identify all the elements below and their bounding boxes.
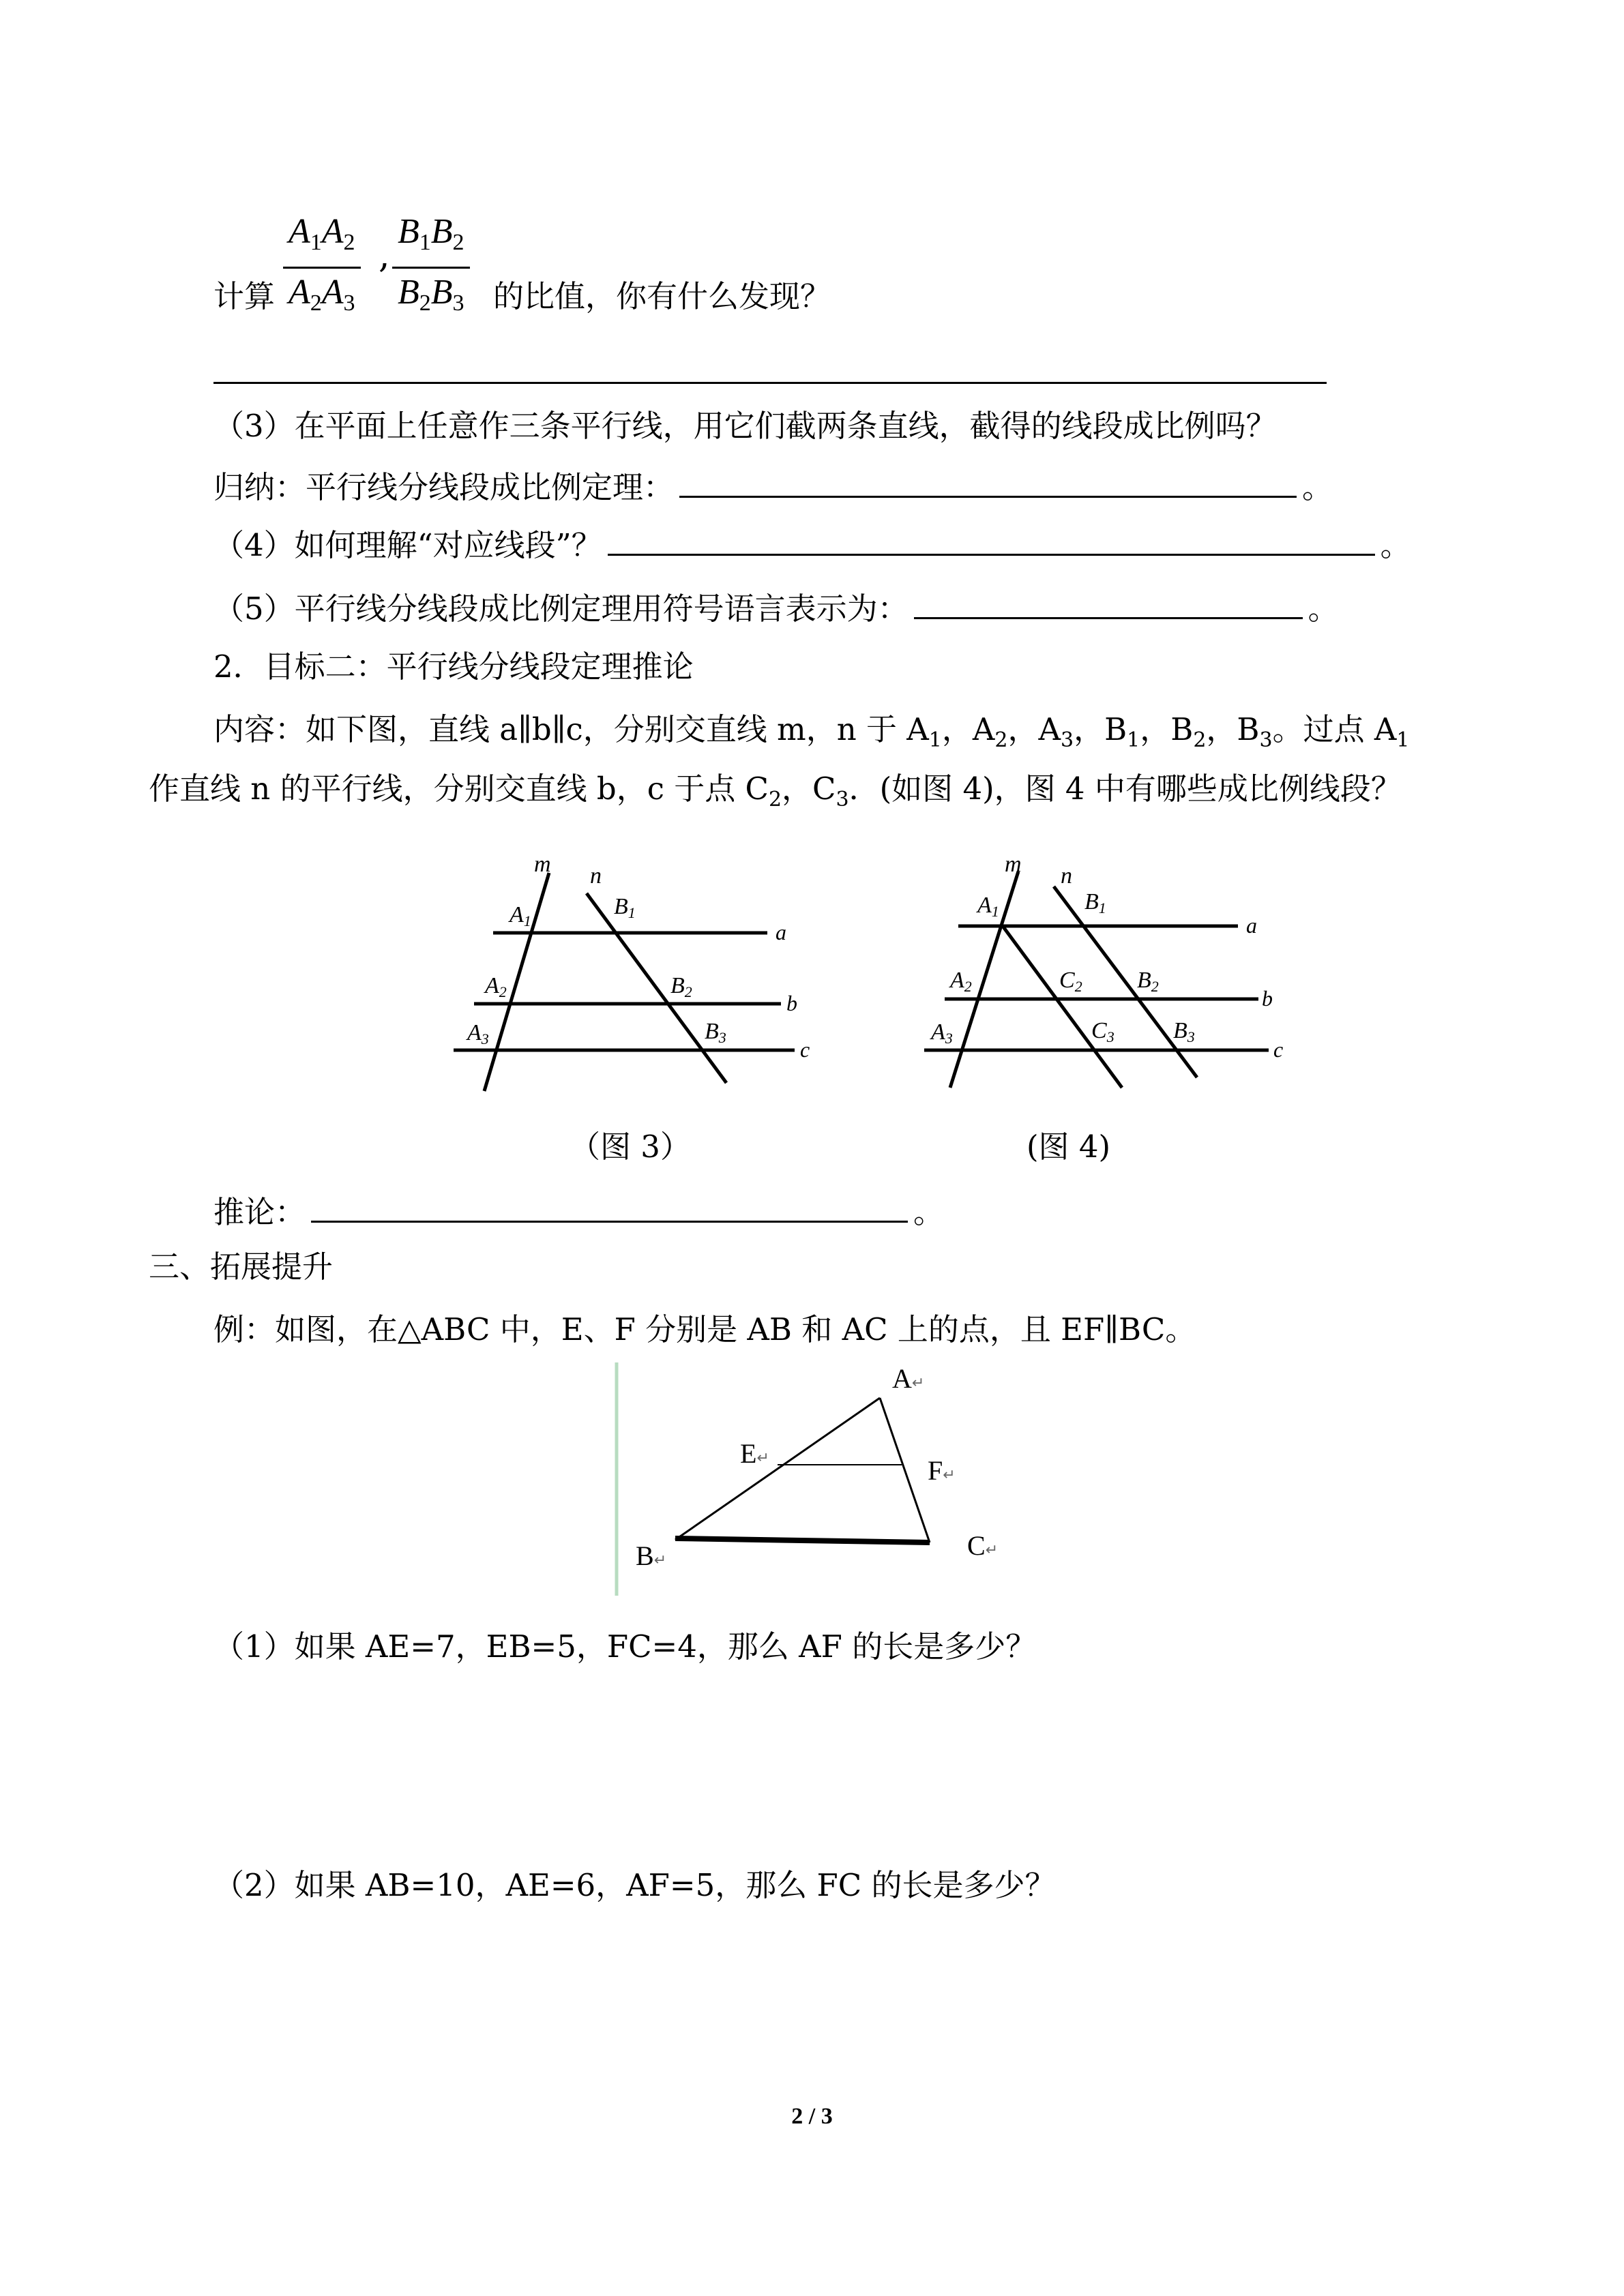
answer-blank-ratio[interactable] — [213, 382, 1327, 384]
label-c: C↵ — [967, 1530, 999, 1561]
induction-blank[interactable] — [679, 468, 1297, 498]
side-ab — [675, 1398, 880, 1540]
example-question-1: （1）如果 AE=7，EB=5，FC=4，那么 AF 的长是多少？ — [213, 1628, 1037, 1665]
fraction-b-numerator: $B_1B_2$ — [398, 212, 464, 255]
label-line-c: c — [800, 1037, 810, 1062]
content-line-1: 内容：如下图，直线 a∥b∥c，分别交直线 m，n 于 $A_1$，$A_2$，$A_3$，$B_1$，$B_2$，$B_3$。过点 $A_1$ — [213, 711, 1410, 752]
side-ac — [880, 1398, 930, 1542]
label-b3: B3 — [705, 1019, 726, 1046]
example-question-2: （2）如果 AB=10，AE=6，AF=5，那么 FC 的长是多少？ — [213, 1867, 1056, 1903]
triangle-figure — [607, 1357, 1030, 1602]
label-b3: B3 — [1173, 1018, 1195, 1045]
line-a1-parallel — [1003, 926, 1122, 1088]
label-a1: A1 — [977, 893, 999, 920]
goal-2-heading: 2．目标二：平行线分线段定理推论 — [213, 648, 694, 685]
induction-line — [213, 467, 1333, 508]
label-c2: C2 — [1059, 968, 1082, 995]
question-5 — [213, 588, 1339, 629]
question-4-blank[interactable] — [608, 526, 1375, 556]
section-3-heading: 三、拓展提升 — [149, 1249, 334, 1285]
label-c3: C3 — [1091, 1018, 1114, 1045]
fraction-b-denominator: $B_2B_3$ — [392, 267, 470, 327]
corollary-label: 推论： — [213, 1194, 306, 1230]
corollary-line — [213, 1192, 944, 1233]
question-4 — [213, 525, 1411, 566]
question-4-label: （4）如何理解“对应线段”？ — [213, 527, 602, 563]
label-f: F↵ — [928, 1455, 956, 1486]
corollary-end: 。 — [913, 1194, 945, 1230]
example-text: 例：如图，在△ABC 中，E、F 分别是 AB 和 AC 上的点，且 EF∥BC。 — [213, 1311, 1196, 1347]
label-a2: A2 — [485, 973, 507, 1000]
label-line-b: b — [786, 991, 797, 1015]
label-a1: A1 — [510, 902, 531, 929]
fraction-a-numerator: $A_1A_2$ — [289, 212, 355, 255]
figure-4-caption: (图 4) — [1027, 1129, 1111, 1165]
label-line-b: b — [1262, 986, 1273, 1011]
figure-3-caption: （图 3） — [570, 1129, 691, 1165]
label-line-a: a — [776, 920, 786, 944]
fraction-comma: , — [379, 235, 390, 276]
line-n — [587, 893, 726, 1083]
figure-4 — [917, 846, 1299, 1098]
fraction-a — [283, 208, 361, 327]
induction-label: 归纳：平行线分线段成比例定理： — [213, 469, 675, 505]
label-a: A↵ — [892, 1363, 925, 1394]
question-3: （3）在平面上任意作三条平行线，用它们截两条直线，截得的线段成比例吗？ — [213, 408, 1277, 444]
page-number: 2 / 3 — [791, 2104, 833, 2129]
label-b: B↵ — [636, 1540, 667, 1571]
ratio-prefix: 计算 — [213, 278, 276, 314]
label-line-a: a — [1246, 913, 1257, 938]
label-m: m — [1005, 852, 1022, 877]
fraction-b — [392, 208, 470, 327]
question-5-blank[interactable] — [914, 590, 1303, 619]
side-bc — [675, 1538, 930, 1542]
label-b1: B1 — [1084, 889, 1106, 916]
ratio-suffix: 的比值，你有什么发现？ — [493, 278, 831, 314]
question-4-end: 。 — [1380, 527, 1411, 563]
label-a2: A2 — [950, 968, 972, 995]
induction-end: 。 — [1302, 469, 1333, 505]
label-line-c: c — [1273, 1037, 1284, 1062]
fraction-a-denominator: $A_2A_3$ — [283, 267, 361, 327]
label-a3: A3 — [467, 1020, 489, 1047]
label-b1: B1 — [614, 894, 636, 921]
figure-3 — [447, 846, 829, 1098]
question-5-label: （5）平行线分线段成比例定理用符号语言表示为： — [213, 591, 909, 627]
content-line-2: 作直线 n 的平行线，分别交直线 b，c 于点 $C_2$，$C_3$．(如图 4)，图 4 中有哪些成比例线段？ — [149, 771, 1402, 811]
corollary-blank[interactable] — [311, 1193, 908, 1223]
label-a3: A3 — [931, 1019, 953, 1047]
label-n: n — [1061, 863, 1072, 889]
label-e: E↵ — [740, 1438, 769, 1469]
label-b2: B2 — [1137, 968, 1159, 995]
label-m: m — [534, 852, 551, 877]
label-b2: B2 — [670, 973, 692, 1000]
label-n: n — [590, 863, 602, 889]
question-5-end: 。 — [1308, 591, 1339, 627]
